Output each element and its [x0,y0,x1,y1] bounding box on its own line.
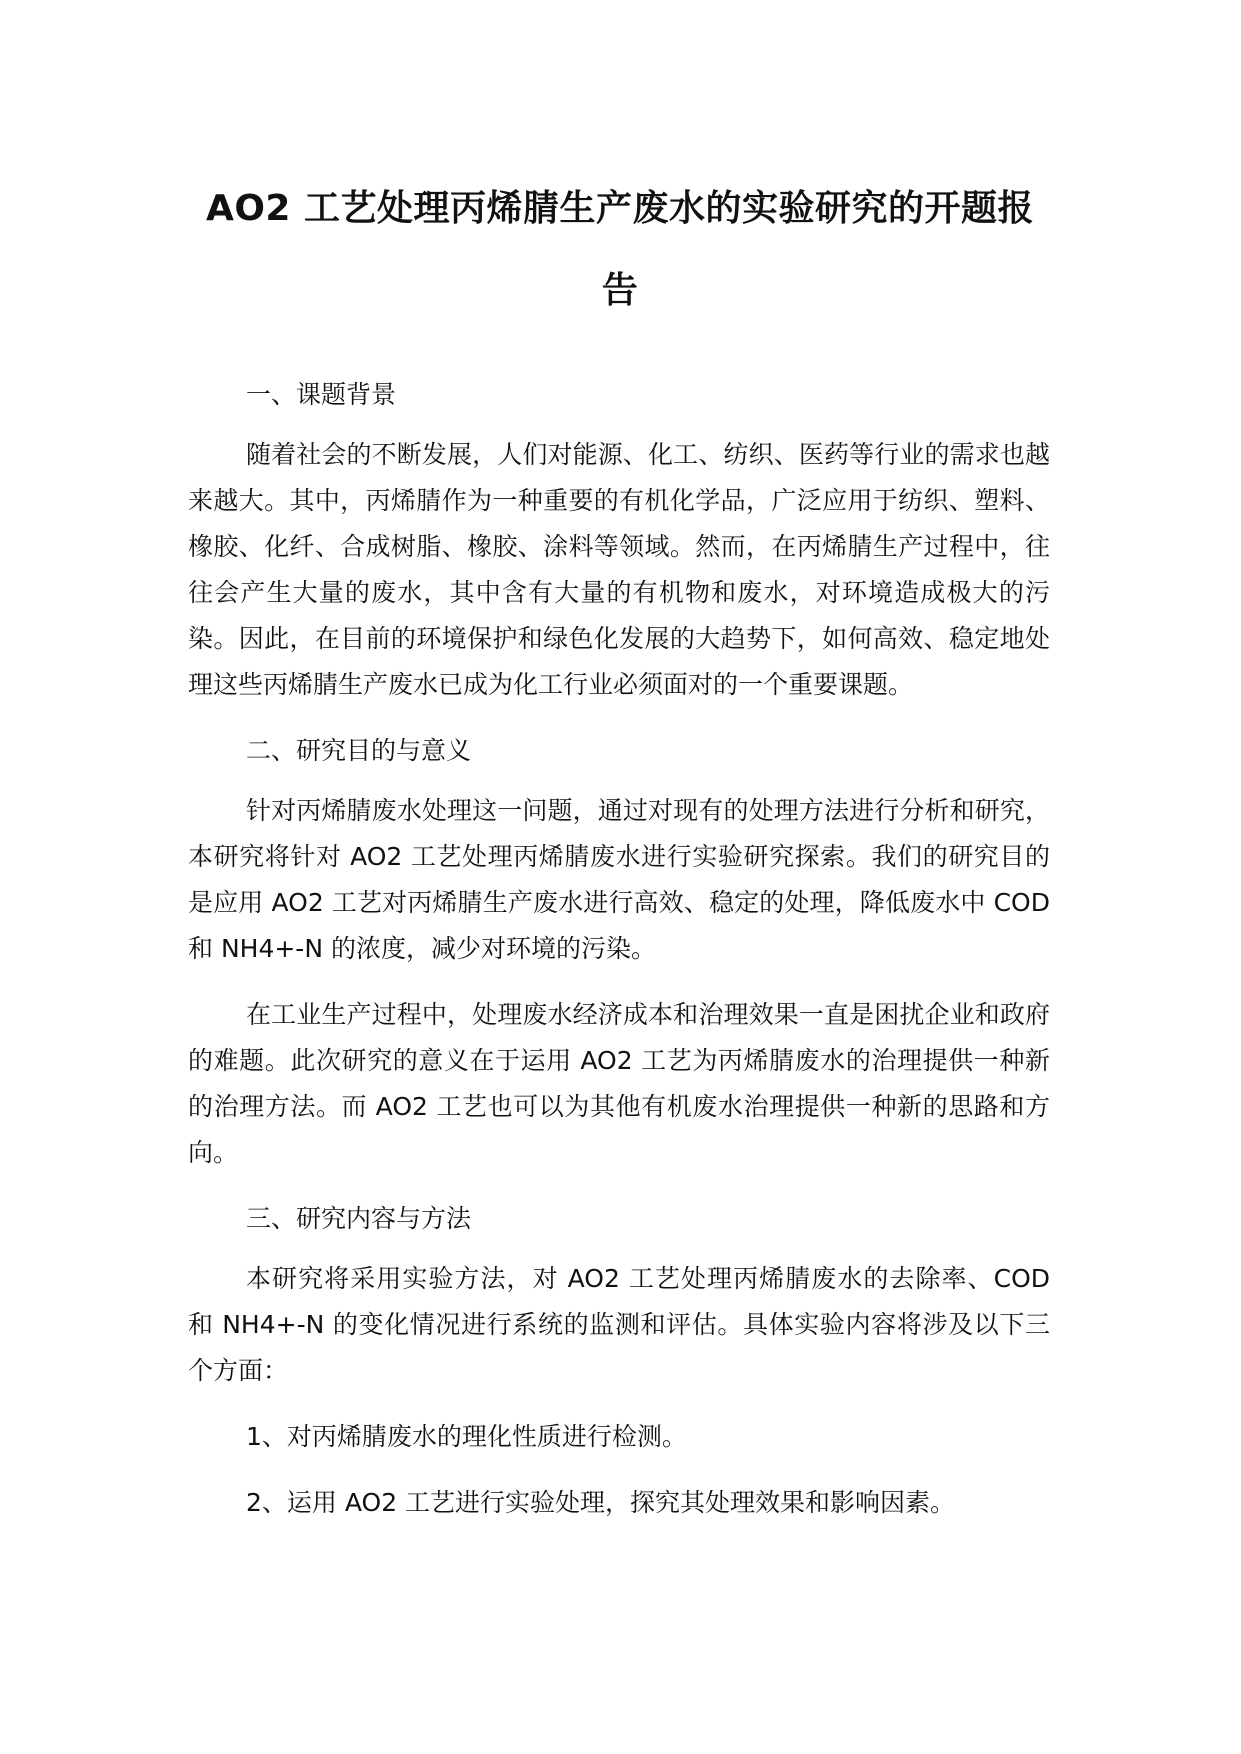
significance-paragraph: 在工业生产过程中，处理废水经济成本和治理效果一直是困扰企业和政府的难题。此次研究的意义在于运用 AO2 工艺为丙烯腈废水的治理提供一种新的治理方法。而 AO2 工艺也可以为其他有机废水治理提供一种新的思路和方向。 [188,1000,1050,1167]
section-heading-purpose: 二、研究目的与意义 [246,736,472,765]
methods-list-item: 2、运用 AO2 工艺进行实验处理，探究其处理效果和影响因素。 [246,1488,956,1517]
background-paragraph: 随着社会的不断发展，人们对能源、化工、纺织、医药等行业的需求也越来越大。其中，丙烯腈作为一种重要的有机化学品，广泛应用于纺织、塑料、橡胶、化纤、合成树脂、橡胶、涂料等领域。然而，在丙烯腈生产过程中，往往会产生大量的废水，其中含有大量的有机物和废水，对环境造成极大的污染。因此，在目前的环境保护和绿色化发展的大趋势下，如何高效、稳定地处理这些丙烯腈生产废水已成为化工行业必须面对的一个重要课题。 [188,440,1050,699]
section-heading-methods: 三、研究内容与方法 [246,1204,472,1233]
document-body [188,372,1050,1546]
methods-paragraph: 本研究将采用实验方法，对 AO2 工艺处理丙烯腈废水的去除率、COD 和 NH4+-N 的变化情况进行系统的监测和评估。具体实验内容将涉及以下三个方面： [188,1264,1050,1385]
purpose-paragraph: 针对丙烯腈废水处理这一问题，通过对现有的处理方法进行分析和研究，本研究将针对 AO2 工艺处理丙烯腈废水进行实验研究探索。我们的研究目的是应用 AO2 工艺对丙烯腈生产废水进行高效、稳定的处理，降低废水中 COD 和 NH4+-N 的浓度，减少对环境的污染。 [188,796,1050,963]
section-heading-background: 一、课题背景 [246,380,397,409]
methods-list-item: 1、对丙烯腈废水的理化性质进行检测。 [246,1422,687,1451]
document-title: AO2 工艺处理丙烯腈生产废水的实验研究的开题报告 [205,188,1035,311]
